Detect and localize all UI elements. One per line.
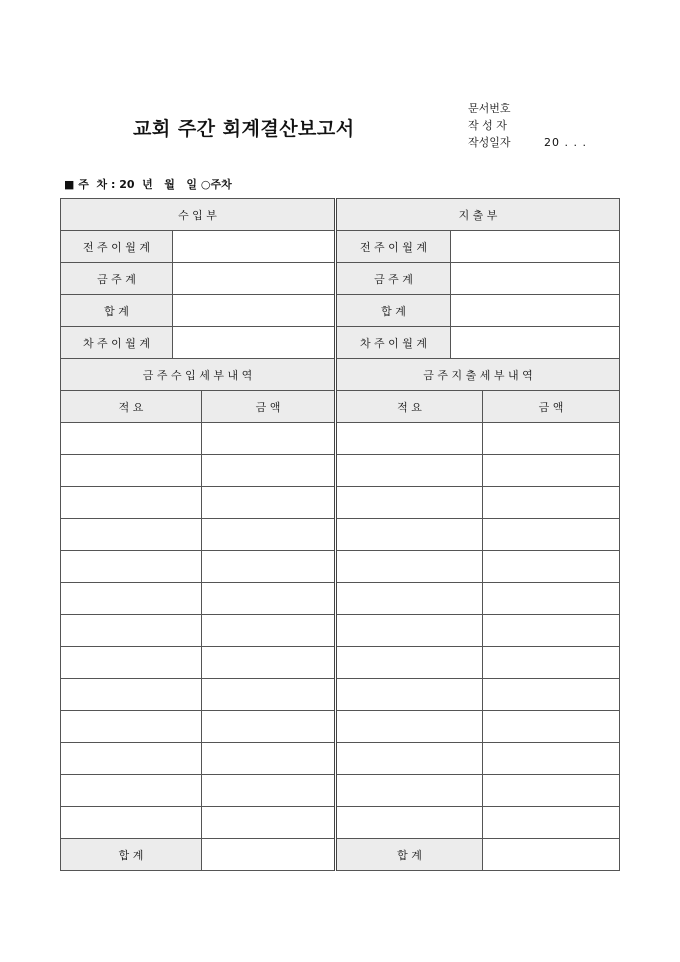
- expense-row-value[interactable]: [451, 231, 620, 263]
- expense-amount-cell[interactable]: [483, 647, 620, 679]
- expense-amount-cell[interactable]: [483, 487, 620, 519]
- expense-amount-cell[interactable]: [483, 711, 620, 743]
- income-desc-cell[interactable]: [61, 551, 202, 583]
- date-value[interactable]: 20 . . .: [544, 136, 587, 149]
- income-desc-cell[interactable]: [61, 455, 202, 487]
- expense-col-desc: 적 요: [336, 391, 483, 423]
- income-row-label: 합 계: [61, 295, 173, 327]
- table-row: [61, 423, 620, 455]
- income-header: 수 입 부: [61, 199, 336, 231]
- expense-row-value[interactable]: [451, 327, 620, 359]
- income-desc-cell[interactable]: [61, 775, 202, 807]
- income-detail-header: 금 주 수 입 세 부 내 역: [61, 359, 336, 391]
- table-row: [61, 519, 620, 551]
- income-amount-cell[interactable]: [202, 551, 336, 583]
- income-amount-cell[interactable]: [202, 743, 336, 775]
- expense-amount-cell[interactable]: [483, 775, 620, 807]
- income-desc-cell[interactable]: [61, 423, 202, 455]
- income-desc-cell[interactable]: [61, 647, 202, 679]
- income-amount-cell[interactable]: [202, 487, 336, 519]
- income-row-label: 금 주 계: [61, 263, 173, 295]
- income-desc-cell[interactable]: [61, 679, 202, 711]
- expense-desc-cell[interactable]: [336, 647, 483, 679]
- expense-desc-cell[interactable]: [336, 423, 483, 455]
- income-col-amount: 금 액: [202, 391, 336, 423]
- income-row-value[interactable]: [173, 231, 336, 263]
- table-row: [61, 583, 620, 615]
- detail-rows: [61, 423, 620, 839]
- income-desc-cell[interactable]: [61, 487, 202, 519]
- income-amount-cell[interactable]: [202, 711, 336, 743]
- income-row-label: 전 주 이 월 계: [61, 231, 173, 263]
- expense-detail-header: 금 주 지 출 세 부 내 역: [336, 359, 620, 391]
- income-amount-cell[interactable]: [202, 775, 336, 807]
- expense-desc-cell[interactable]: [336, 455, 483, 487]
- expense-total-value[interactable]: [483, 839, 620, 871]
- expense-desc-cell[interactable]: [336, 615, 483, 647]
- income-row-value[interactable]: [173, 263, 336, 295]
- week-line: ■ 주 차 : 20 년 월 일 ○주차: [64, 178, 232, 191]
- income-total-label: 합 계: [61, 839, 202, 871]
- expense-amount-cell[interactable]: [483, 583, 620, 615]
- expense-row-label: 차 주 이 월 계: [336, 327, 451, 359]
- expense-amount-cell[interactable]: [483, 807, 620, 839]
- page-title: 교회 주간 회계결산보고서: [133, 118, 355, 140]
- income-desc-cell[interactable]: [61, 583, 202, 615]
- table-row: [61, 711, 620, 743]
- expense-desc-cell[interactable]: [336, 807, 483, 839]
- table-row: [61, 615, 620, 647]
- income-amount-cell[interactable]: [202, 647, 336, 679]
- income-amount-cell[interactable]: [202, 423, 336, 455]
- income-desc-cell[interactable]: [61, 743, 202, 775]
- expense-amount-cell[interactable]: [483, 615, 620, 647]
- expense-amount-cell[interactable]: [483, 551, 620, 583]
- date-label: 작성일자: [468, 136, 511, 149]
- expense-amount-cell[interactable]: [483, 423, 620, 455]
- table-row: [61, 807, 620, 839]
- income-amount-cell[interactable]: [202, 455, 336, 487]
- income-desc-cell[interactable]: [61, 615, 202, 647]
- expense-desc-cell[interactable]: [336, 583, 483, 615]
- document-meta: [468, 100, 587, 151]
- table-row: [61, 551, 620, 583]
- expense-row-label: 합 계: [336, 295, 451, 327]
- income-row-value[interactable]: [173, 295, 336, 327]
- doc-number-label: 문서번호: [468, 102, 511, 115]
- expense-header: 지 출 부: [336, 199, 620, 231]
- income-amount-cell[interactable]: [202, 615, 336, 647]
- table-row: [61, 743, 620, 775]
- income-amount-cell[interactable]: [202, 519, 336, 551]
- table-row: [61, 487, 620, 519]
- table-row: [61, 679, 620, 711]
- expense-desc-cell[interactable]: [336, 775, 483, 807]
- expense-row-value[interactable]: [451, 295, 620, 327]
- income-desc-cell[interactable]: [61, 807, 202, 839]
- table-row: [61, 775, 620, 807]
- expense-desc-cell[interactable]: [336, 551, 483, 583]
- expense-row-label: 금 주 계: [336, 263, 451, 295]
- expense-row-value[interactable]: [451, 263, 620, 295]
- ledger-table: [60, 198, 620, 871]
- income-amount-cell[interactable]: [202, 807, 336, 839]
- income-desc-cell[interactable]: [61, 519, 202, 551]
- expense-amount-cell[interactable]: [483, 519, 620, 551]
- expense-col-amount: 금 액: [483, 391, 620, 423]
- income-desc-cell[interactable]: [61, 711, 202, 743]
- income-row-value[interactable]: [173, 327, 336, 359]
- expense-desc-cell[interactable]: [336, 711, 483, 743]
- expense-amount-cell[interactable]: [483, 743, 620, 775]
- expense-desc-cell[interactable]: [336, 487, 483, 519]
- author-label: 작 성 자: [468, 119, 507, 132]
- expense-total-label: 합 계: [336, 839, 483, 871]
- income-total-value[interactable]: [202, 839, 336, 871]
- expense-desc-cell[interactable]: [336, 743, 483, 775]
- expense-desc-cell[interactable]: [336, 679, 483, 711]
- expense-row-label: 전 주 이 월 계: [336, 231, 451, 263]
- table-row: [61, 455, 620, 487]
- table-row: [61, 647, 620, 679]
- income-col-desc: 적 요: [61, 391, 202, 423]
- income-amount-cell[interactable]: [202, 679, 336, 711]
- income-row-label: 차 주 이 월 계: [61, 327, 173, 359]
- expense-desc-cell[interactable]: [336, 519, 483, 551]
- expense-amount-cell[interactable]: [483, 679, 620, 711]
- expense-amount-cell[interactable]: [483, 455, 620, 487]
- income-amount-cell[interactable]: [202, 583, 336, 615]
